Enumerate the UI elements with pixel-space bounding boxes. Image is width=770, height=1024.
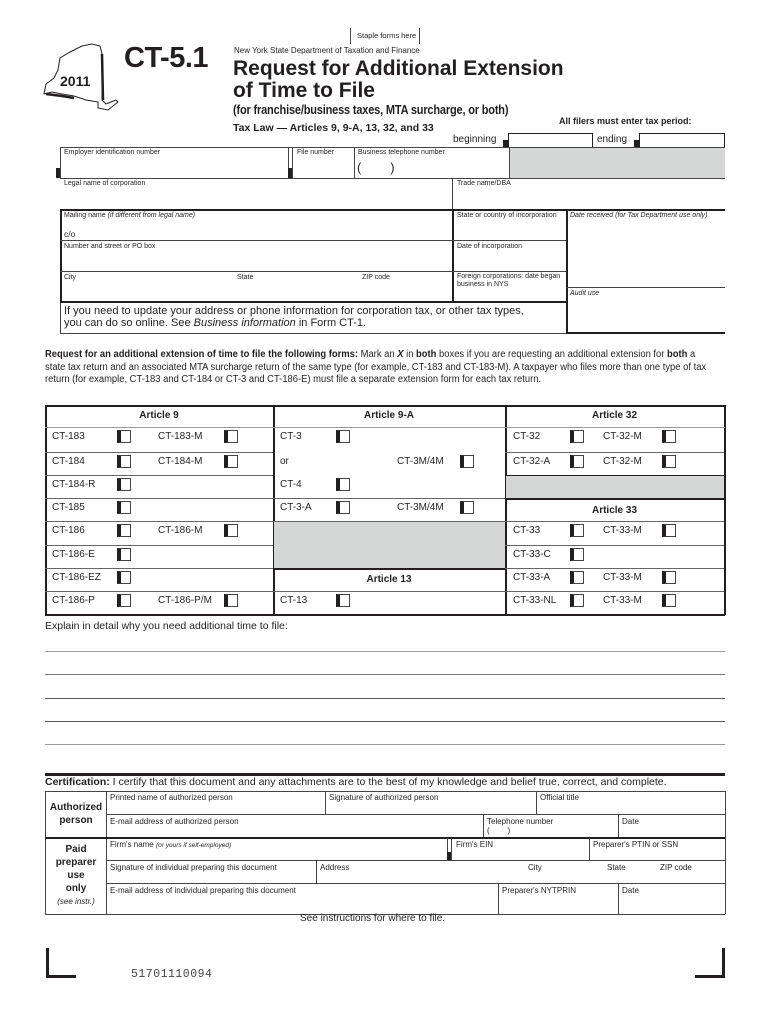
divider bbox=[60, 271, 566, 272]
preparer-state-label: State bbox=[607, 863, 626, 872]
form-checkbox[interactable] bbox=[460, 455, 474, 468]
period-beginning-input[interactable] bbox=[508, 133, 593, 148]
divider bbox=[273, 591, 505, 592]
file-number-input[interactable] bbox=[294, 158, 352, 177]
tax-law-articles: Tax Law — Articles 9, 9-A, 13, 32, and 33 bbox=[233, 122, 434, 134]
printed-name-input[interactable] bbox=[108, 803, 323, 813]
auth-date-label: Date bbox=[622, 817, 639, 826]
divider bbox=[566, 332, 725, 334]
divider bbox=[60, 240, 566, 241]
form-checkbox[interactable] bbox=[336, 594, 350, 607]
form-checkbox[interactable] bbox=[662, 571, 676, 584]
form-label: CT-32-A bbox=[513, 456, 551, 467]
form-checkbox[interactable] bbox=[336, 501, 350, 514]
mailing-name-input[interactable] bbox=[80, 224, 450, 238]
divider bbox=[505, 591, 724, 592]
zip-label: ZIP code bbox=[362, 274, 390, 281]
foreign-corp-label: Foreign corporations: date began business in NYS bbox=[457, 273, 561, 288]
nytprin-input[interactable] bbox=[500, 895, 616, 905]
divider bbox=[566, 287, 725, 288]
divider bbox=[45, 521, 273, 522]
divider bbox=[45, 475, 273, 476]
preparer-email-label: E-mail address of individual preparing this document bbox=[110, 886, 296, 895]
form-title bbox=[233, 58, 564, 102]
state-of-incorporation-input[interactable] bbox=[455, 221, 564, 238]
form-label: CT-186-P bbox=[52, 595, 95, 606]
form-label: CT-33-M bbox=[603, 572, 642, 583]
field-marker bbox=[447, 852, 451, 860]
title-line-1: Request for Additional Extension bbox=[233, 57, 564, 80]
form-checkbox[interactable] bbox=[570, 548, 584, 561]
shaded-area bbox=[506, 476, 724, 498]
article-33-header: Article 33 bbox=[591, 505, 638, 516]
zip-input[interactable] bbox=[360, 283, 450, 300]
form-label: CT-33-M bbox=[603, 525, 642, 536]
form-checkbox[interactable] bbox=[117, 478, 131, 491]
explanation-textarea[interactable] bbox=[45, 630, 725, 748]
form-label: CT-3M/4M bbox=[397, 502, 444, 513]
form-number: CT-5.1 bbox=[124, 42, 209, 74]
filing-instructions-note: See instructions for where to file. bbox=[300, 913, 446, 924]
field-marker bbox=[56, 168, 60, 178]
form-checkbox[interactable] bbox=[662, 430, 676, 443]
divider bbox=[273, 568, 505, 570]
official-title-input[interactable] bbox=[538, 803, 723, 813]
form-label: CT-32-M bbox=[603, 431, 642, 442]
divider bbox=[452, 209, 454, 302]
business-phone-input[interactable] bbox=[356, 158, 506, 177]
article-32-header: Article 32 bbox=[591, 410, 638, 421]
divider bbox=[451, 838, 452, 860]
tax-period-note: All filers must enter tax period: bbox=[559, 116, 692, 126]
divider bbox=[45, 452, 273, 453]
form-checkbox[interactable] bbox=[117, 501, 131, 514]
divider bbox=[509, 147, 510, 178]
divider bbox=[483, 814, 484, 837]
form-label: CT-3-A bbox=[280, 502, 312, 513]
form-label: CT-13 bbox=[280, 595, 308, 606]
form-checkbox[interactable] bbox=[336, 430, 350, 443]
form-checkbox[interactable] bbox=[224, 455, 238, 468]
registration-mark-left bbox=[46, 948, 76, 978]
form-checkbox[interactable] bbox=[117, 455, 131, 468]
divider bbox=[725, 791, 726, 914]
divider bbox=[60, 301, 566, 303]
form-label: CT-183 bbox=[52, 431, 85, 442]
divider bbox=[60, 302, 61, 334]
ptin-label: Preparer's PTIN or SSN bbox=[593, 840, 679, 849]
divider bbox=[618, 814, 619, 837]
divider bbox=[536, 791, 537, 814]
divider bbox=[45, 614, 725, 616]
legal-name-label: Legal name of corporation bbox=[64, 180, 146, 187]
form-label: CT-32-M bbox=[603, 456, 642, 467]
shaded-area bbox=[274, 521, 505, 568]
date-of-incorporation-label: Date of incorporation bbox=[457, 243, 522, 250]
certification-statement: Certification: I certify that this document and any attachments are to the best of my knowledge and belief true, correct, and complete. bbox=[45, 776, 667, 788]
auth-date-input[interactable] bbox=[620, 826, 723, 836]
form-label: CT-33 bbox=[513, 525, 541, 536]
divider bbox=[589, 838, 590, 860]
divider bbox=[505, 521, 724, 522]
divider bbox=[452, 178, 453, 210]
divider bbox=[354, 147, 355, 178]
audit-use-label: Audit use bbox=[570, 290, 600, 297]
or-label: or bbox=[280, 456, 289, 467]
street-input[interactable] bbox=[62, 252, 450, 270]
divider bbox=[505, 545, 724, 546]
form-label: CT-33-A bbox=[513, 572, 551, 583]
form-checkbox[interactable] bbox=[336, 478, 350, 491]
mailing-name-label: Mailing name (if different from legal name) bbox=[64, 212, 196, 219]
trade-name-input[interactable] bbox=[455, 189, 723, 208]
beginning-label: beginning bbox=[453, 134, 497, 145]
divider bbox=[106, 814, 725, 815]
divider bbox=[45, 545, 273, 546]
state-label: State bbox=[237, 274, 254, 281]
state-of-incorporation-label: State or country of incorporation bbox=[457, 212, 557, 219]
form-checkbox[interactable] bbox=[117, 594, 131, 607]
auth-telephone-input[interactable] bbox=[485, 826, 616, 836]
article-9a-header: Article 9-A bbox=[363, 410, 414, 421]
form-checkbox[interactable] bbox=[570, 571, 584, 584]
field-marker bbox=[288, 168, 292, 178]
staple-text: Staple forms here bbox=[357, 31, 417, 40]
city-input[interactable] bbox=[62, 283, 232, 300]
divider bbox=[106, 860, 725, 861]
ein-input[interactable] bbox=[62, 158, 286, 177]
explain-label: Explain in detail why you need additional time to file: bbox=[45, 620, 288, 632]
official-title-label: Official title bbox=[540, 793, 579, 802]
printed-name-label: Printed name of authorized person bbox=[110, 793, 233, 802]
form-label: CT-3 bbox=[280, 431, 302, 442]
form-label: CT-183-M bbox=[158, 431, 203, 442]
care-of-label: c/o bbox=[64, 229, 76, 239]
divider bbox=[106, 883, 725, 884]
firm-name-input[interactable] bbox=[108, 849, 446, 859]
legal-name-input[interactable] bbox=[62, 189, 452, 208]
divider bbox=[498, 883, 499, 914]
firm-ein-label: Firm's EIN bbox=[456, 840, 494, 849]
divider bbox=[292, 147, 293, 178]
form-label: CT-3M/4M bbox=[397, 456, 444, 467]
divider bbox=[45, 405, 725, 407]
paid-preparer-label: Paid preparer use only (see instr.) bbox=[55, 844, 97, 906]
nytprin-label: Preparer's NYTPRIN bbox=[502, 886, 576, 895]
firm-ein-input[interactable] bbox=[454, 849, 587, 859]
divider bbox=[60, 209, 725, 211]
business-phone-label: Business telephone number bbox=[358, 149, 445, 156]
staple-area bbox=[350, 28, 420, 44]
divider bbox=[505, 498, 724, 500]
title-line-2: of Time to File bbox=[233, 79, 375, 102]
signature-label: Signature of authorized person bbox=[329, 793, 439, 802]
form-label: CT-33-C bbox=[513, 549, 551, 560]
street-label: Number and street or PO box bbox=[64, 243, 156, 250]
preparer-address-input[interactable] bbox=[318, 872, 723, 882]
divider bbox=[325, 791, 326, 814]
ending-label: ending bbox=[597, 134, 628, 145]
telephone-parens: ( ) bbox=[487, 826, 511, 835]
auth-email-input[interactable] bbox=[108, 826, 482, 836]
form-checkbox[interactable] bbox=[117, 571, 131, 584]
form-label: CT-33-M bbox=[603, 595, 642, 606]
preparer-date-input[interactable] bbox=[620, 895, 723, 905]
form-checkbox[interactable] bbox=[662, 524, 676, 537]
city-label: City bbox=[64, 274, 77, 281]
divider bbox=[60, 178, 725, 179]
form-label: CT-186-P/M bbox=[158, 595, 212, 606]
phone-parens: ( ) bbox=[357, 160, 395, 175]
form-label: CT-185 bbox=[52, 502, 85, 513]
divider bbox=[273, 498, 505, 499]
divider bbox=[618, 883, 619, 914]
form-label: CT-186 bbox=[52, 525, 85, 536]
preparer-email-input[interactable] bbox=[108, 895, 496, 905]
divider bbox=[45, 405, 47, 615]
form-label: CT-186-M bbox=[158, 525, 203, 536]
form-subtitle: (for franchise/business taxes, MTA surcharge, or both) bbox=[233, 103, 509, 117]
form-label: CT-184-M bbox=[158, 456, 203, 467]
divider bbox=[273, 521, 505, 522]
divider bbox=[106, 791, 107, 914]
registration-mark-right bbox=[695, 948, 725, 978]
authorized-signature-input[interactable] bbox=[327, 803, 534, 813]
article-13-header: Article 13 bbox=[366, 574, 412, 585]
period-ending-input[interactable] bbox=[639, 133, 725, 148]
address-label: Address bbox=[320, 863, 350, 872]
department-name: New York State Department of Taxation and Finance bbox=[234, 46, 420, 55]
form-label: CT-184 bbox=[52, 456, 85, 467]
form-checkbox[interactable] bbox=[460, 501, 474, 514]
form-checkbox[interactable] bbox=[570, 455, 584, 468]
divider bbox=[316, 860, 317, 883]
form-checkbox[interactable] bbox=[662, 594, 676, 607]
form-checkbox[interactable] bbox=[570, 430, 584, 443]
form-label: CT-32 bbox=[513, 431, 541, 442]
auth-email-label: E-mail address of authorized person bbox=[110, 817, 239, 826]
preparer-signature-input[interactable] bbox=[108, 872, 314, 882]
trade-name-label: Trade name/DBA bbox=[457, 180, 511, 187]
divider bbox=[45, 498, 273, 499]
form-checkbox[interactable] bbox=[570, 594, 584, 607]
divider bbox=[724, 405, 726, 615]
update-info-note: If you need to update your address or phone information for corporation tax, or other tax types, you can do so online. See Business information in Form CT-1. bbox=[64, 305, 524, 329]
divider bbox=[45, 591, 273, 592]
divider bbox=[505, 568, 724, 569]
divider bbox=[45, 568, 273, 569]
article-9-header: Article 9 bbox=[139, 410, 179, 421]
tax-year: 2011 bbox=[60, 73, 91, 89]
form-label: CT-184-R bbox=[52, 479, 96, 490]
form-label: CT-186-EZ bbox=[52, 572, 101, 583]
divider bbox=[45, 427, 725, 428]
preparer-zip-label: ZIP code bbox=[660, 863, 692, 872]
form-label: CT-4 bbox=[280, 479, 302, 490]
form-checkbox[interactable] bbox=[224, 594, 238, 607]
form-checkbox[interactable] bbox=[117, 524, 131, 537]
file-number-label: File number bbox=[297, 149, 334, 156]
form-checkbox[interactable] bbox=[117, 430, 131, 443]
date-received-label: Date received (for Tax Department use only) bbox=[570, 212, 708, 219]
scan-line-number: 51701110094 bbox=[131, 968, 213, 981]
form-checkbox[interactable] bbox=[117, 548, 131, 561]
shaded-area bbox=[509, 148, 725, 178]
date-of-incorporation-input[interactable] bbox=[455, 252, 564, 270]
form-checkbox[interactable] bbox=[224, 524, 238, 537]
preparer-date-label: Date bbox=[622, 886, 639, 895]
form-checkbox[interactable] bbox=[224, 430, 238, 443]
ptin-input[interactable] bbox=[591, 849, 723, 859]
state-input[interactable] bbox=[235, 283, 355, 300]
request-instructions: Request for an additional extension of time to file the following forms: Mark an X in both boxes if you are requesting an additional extension for both a state tax return and an associated MTA surcharge return of the same type (for example, CT-183 and CT-183-M). A taxpayer who files more than one type of tax return (for example, CT-183 and CT-184 or CT-3 and CT-186-E) must file a separate extension form for each tax return. bbox=[45, 349, 707, 386]
form-checkbox[interactable] bbox=[662, 455, 676, 468]
divider bbox=[45, 837, 725, 839]
divider bbox=[566, 209, 568, 333]
form-checkbox[interactable] bbox=[570, 524, 584, 537]
ein-label: Employer identification number bbox=[64, 149, 161, 156]
preparer-signature-label: Signature of individual preparing this document bbox=[110, 863, 277, 872]
telephone-label: Telephone number bbox=[487, 817, 554, 826]
form-label: CT-33-NL bbox=[513, 595, 557, 606]
divider bbox=[505, 452, 724, 453]
divider bbox=[45, 791, 725, 792]
preparer-city-label: City bbox=[528, 863, 542, 872]
firm-name-label: Firm's name (or yours if self-employed) bbox=[110, 840, 232, 849]
divider bbox=[60, 147, 61, 178]
authorized-person-label: Authorized person bbox=[49, 802, 103, 826]
form-label: CT-186-E bbox=[52, 549, 95, 560]
